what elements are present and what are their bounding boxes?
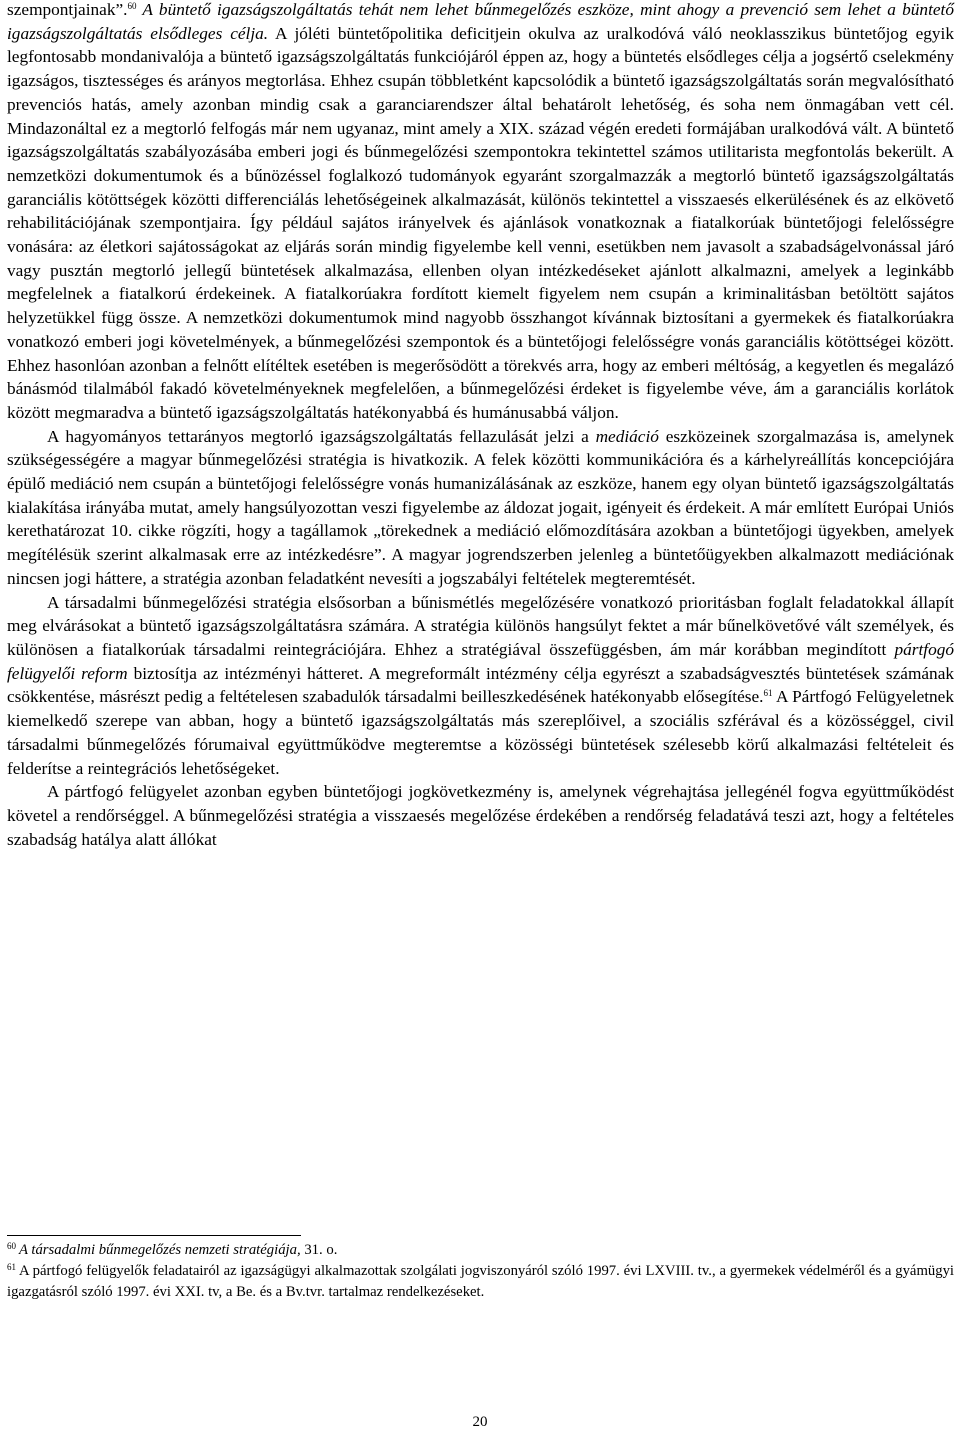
paragraph — [7, 591, 954, 781]
text-run: A hagyományos tettarányos megtorló igazságszolgáltatás fellazulását jelzi a — [47, 426, 596, 446]
paragraph — [7, 0, 954, 425]
page-number: 20 — [472, 1414, 488, 1430]
italic-text-run: pártfogó felügyelői reform — [7, 639, 954, 683]
italic-text-run: A büntető igazságszolgáltatás tehát nem lehet bűnmegelőzés eszköze, mint ahogy a prevenció sem lehet a büntető igazságszolgáltatás elsődleges célja. — [7, 0, 954, 43]
text-run: A jóléti büntetőpolitika deficitjein okulva az uralkodóvá váló neoklasszikus büntetőjog egyik legfontosabb mondanivalója a büntető igazságszolgáltatás funkciójáról éppen az, hogy a büntetés elsődleges célja a jogsértő cselekmény igazságos, tisztességes és arányos megtorlása. Ehhez csupán többletként kapcsolódik a büntető igazságszolgáltatás során megvalósítható prevenciós hatás, amely azonban mindig csak a garanciarendszer által behatárolt lehetőség, és soha nem önmagában vett cél. Mindazonáltal ez a megtorló felfogás már nem ugyanaz, mint amely a XIX. század végén eredeti formájában uralkodóvá vált. A büntető igazságszolgáltatás szabályozásába emberi jogi és bűnmegelőzési szempontokra tekintettel számos utilitarista megfontolás bekerült. A nemzetközi dokumentumok és a bűnözéssel foglalkozó tudományok egyaránt szorgalmazzák a megtorló büntető igazságszolgáltatás garanciális kötöttségek közötti differenciálás lehetőségeinek alkalmazását, különös tekintettel a visszaesés elkerülésének és az elkövető rehabilitációjának szempontjaira. Így például sajátos irányelvek és ajánlások vonatkoznak a fiatalkorúak büntetőjogi felelősségre vonására: az életkori sajátosságokat az eljárás során mindig figyelembe kell venni, esetükben nem javasolt a szabadságelvonással járó vagy pusztán megtorló jellegű büntetések alkalmazása, ellenben olyan intézkedéseket ajánlott alkalmazni, amelyek a leginkább megfelelnek a fiatalkorú érdekeinek. A fiatalkorúakra fordított kiemelt figyelem nem csupán a kriminalitásban betöltött sajátos helyzetükkel függ össze. A nemzetközi dokumentumok mind nagyobb összhangot kívánnak biztosítani a gyermekek és fiatalkorúakra vonatkozó emberi jogi követelmények, a bűnmegelőzési szempontok és a büntetőjogi felelősségre vonás garanciális kötöttségei között. Ehhez hasonlóan azonban a felnőtt elítéltek esetében is megerősödött a törekvés arra, hogy az emberi méltóság, a kegyetlen és megalázó bánásmód tilalmából fakadó követelményeknek megfelelően, a bűnmegelőzési érdeket is figyelembe véve, ám a garanciális korlátok között megmaradva a büntető igazságszolgáltatás hatékonyabbá és humánusabbá váljon. — [7, 23, 955, 422]
text-run: szempontjainak”. — [7, 0, 128, 19]
footnote — [7, 1240, 954, 1261]
italic-text-run: mediáció — [595, 426, 659, 446]
text-run: eszközeinek szorgalmazása is, amelynek szükségességére a magyar bűnmegelőzési stratégia is hivatkozik. A felek közötti kommunikációra és a kárhelyreállítás koncepciójára épülő mediáció nem csupán a büntetőjogi felelősségre vonás humanizálásának az eszköze, hanem egy olyan büntető igazságszolgáltatás kialakítása irányába mutat, amely hangsúlyozottan veszi figyelembe az áldozat jogait, igényeit és érdekeit. A már említett Európai Uniós kerethatározat 10. cikke rögzíti, hogy a tagállamok „törekednek a mediáció előmozdítására azokban a büntetőjogi ügyekben, amelyek megítélésük szerint alkalmasak erre az intézkedésre”. A magyar jogrendszerben jelenleg a büntetőügyekben alkalmazott mediációnak nincsen jogi háttere, a stratégia azonban feladatként nevesíti a jogszabályi feltételek megteremtését. — [7, 426, 954, 588]
italic-text-run: A társadalmi bűnmegelőzés nemzeti stratégiája, — [19, 1242, 301, 1258]
text-run: A pártfogó felügyelők feladatairól az igazságügyi alkalmazottak szolgálati jogviszonyáról szóló 1997. évi LXVIII. tv., a gyermekek védelméről és a gyámügyi igazgatásról szóló 1997. évi XXI. tv, a Be. és a Bv.tvr. tartalmaz rendelkezéseket. — [7, 1263, 954, 1300]
footnote-reference: 61 — [763, 688, 773, 699]
text-run: 31. o. — [300, 1242, 338, 1258]
footnote — [7, 1261, 954, 1303]
footnote-number: 61 — [7, 1262, 16, 1272]
page-body — [7, 0, 954, 851]
text-run: biztosítja az intézményi hátteret. A megreformált intézmény célja egyrészt a szabadságvesztés büntetések számának csökkentése, másrészt pedig a feltételesen szabadulók társadalmi beilleszkedésének hatékonyabb elősegítése. — [7, 663, 955, 707]
footnote-separator — [7, 1235, 301, 1236]
footnote-reference: 60 — [127, 1, 137, 11]
paragraph — [7, 425, 954, 591]
footnote-number: 60 — [7, 1241, 16, 1251]
paragraph — [7, 780, 954, 851]
text-run: A Pártfogó Felügyeletnek kiemelkedő szerepe van abban, hogy a büntető igazságszolgáltatás más szereplőivel, a szociális szférával és a közösséggel, civil társadalmi bűnmegelőzés fórumaival együttműködve megteremtse a közösségi büntetések szélesebb körű alkalmazási feltételeit és felderítse a reintegrációs lehetőségeket. — [7, 687, 954, 778]
text-run: A pártfogó felügyelet azonban egyben büntetőjogi jogkövetkezmény is, amelynek végrehajtása jellegénél fogva együttműködést követel a rendőrséggel. A bűnmegelőzési stratégia a visszaesés megelőzése érdekében a rendőrség feladatává teszi azt, hogy a feltételes szabadság hatálya alatt állókat — [7, 782, 954, 849]
text-run: A társadalmi bűnmegelőzési stratégia elsősorban a bűnismétlés megelőzésére vonatkozó prioritásban foglalt feladatokkal állapít meg elvárásokat a büntető igazságszolgáltatásra számára. A stratégia különös hangsúlyt fektet a már bűnelkövetővé vált személyek, és különösen a fiatalkorúak társadalmi reintegrációjára. Ehhez a stratégiával összefüggésben, ám már korábban megindított — [7, 592, 954, 659]
footnotes — [7, 1240, 954, 1303]
